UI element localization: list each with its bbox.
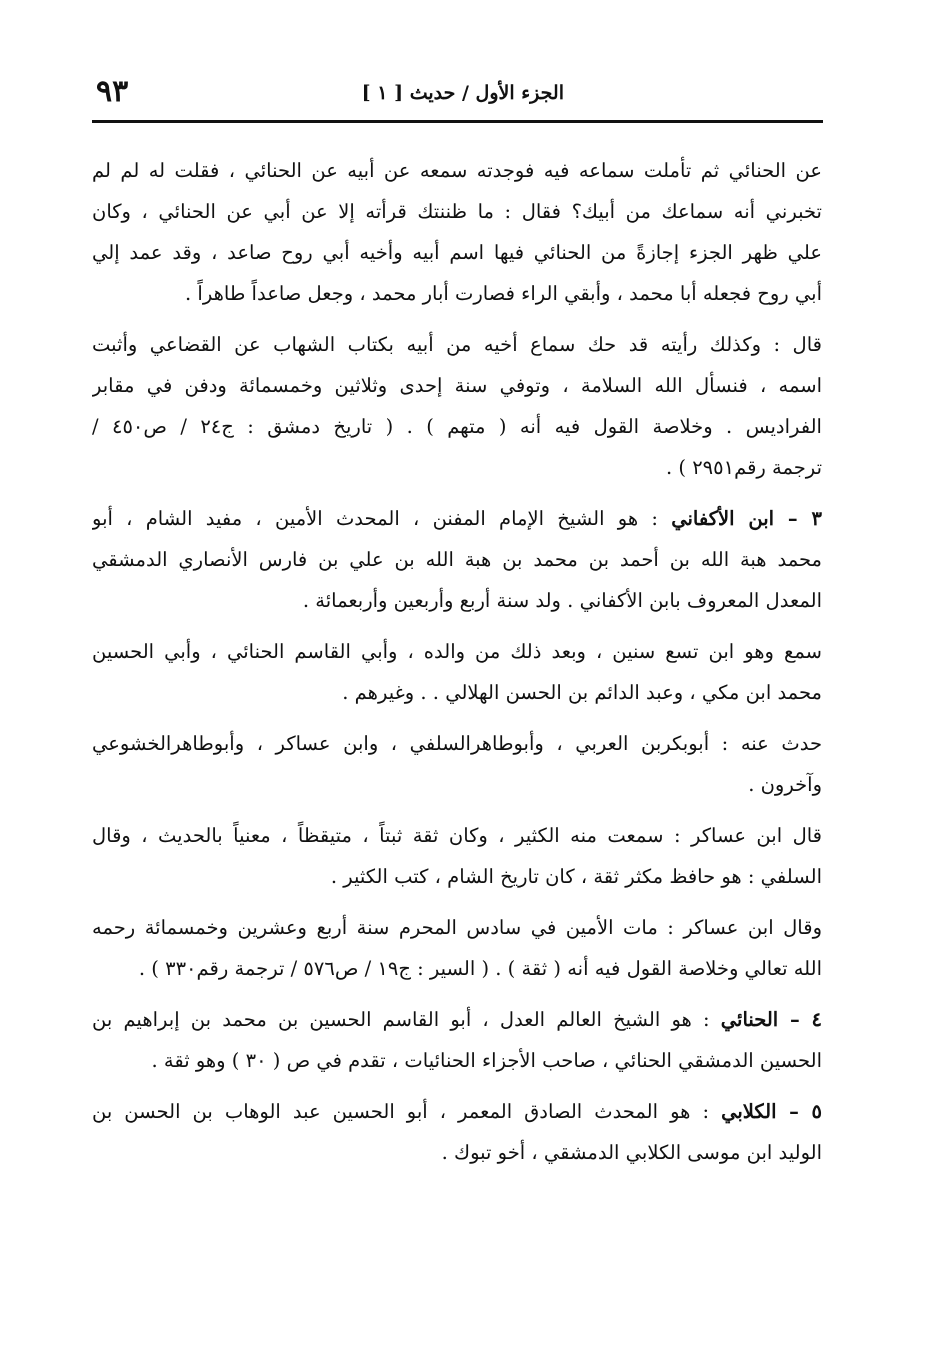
- paragraph-6: [92, 815, 822, 897]
- entry-text: : هو المحدث الصادق المعمر ، أبو الحسين عبد الوهاب بن الحسن بن: [92, 1100, 722, 1123]
- paragraph-2: [92, 324, 822, 488]
- text-line: الفراديس . وخلاصة القول فيه أنه ( متهم ) . ( تاريخ دمشق : ج٢٤ / ص٤٥٠ /: [92, 415, 822, 438]
- text-line: المعدل المعروف بابن الأكفاني . ولد سنة أربع وأربعين وأربعمائة .: [302, 589, 822, 612]
- header-rule: [92, 120, 823, 123]
- text-line: الوليد ابن موسى الكلابي الدمشقي ، أخو تبوك .: [441, 1141, 822, 1164]
- text-line: أبي روح فجعله أبا محمد ، وأبقي الراء فصارت أبار محمد ، وجعل صاعداً طاهراً .: [185, 282, 822, 305]
- entry-text: : هو الشيخ العالم العدل ، أبو القاسم الحسين بن محمد بن إبراهيم بن: [92, 1008, 721, 1031]
- text-line: وقال ابن عساكر : مات الأمين في سادس المحرم سنة أربع وعشرين وخمسمائة رحمه: [92, 916, 822, 939]
- text-line: [92, 1091, 822, 1132]
- paragraph-1: [92, 150, 822, 314]
- paragraph-7: [92, 907, 822, 989]
- text-line: اسمه ، فنسأل الله السلامة ، وتوفي سنة إحدى وثلاثين وخمسمائة ودفن في مقابر: [92, 374, 822, 397]
- paragraph-8: [92, 999, 822, 1081]
- text-line: [92, 498, 822, 539]
- text-line: عن الحنائي ثم تأملت سماعه فيه فوجدته سمعه عن أبيه عن الحنائي ، فقلت له لم لم: [92, 159, 822, 182]
- text-line: حدث عنه : أبوبكربن العربي ، وأبوطاهرالسلفي ، وابن عساكر ، وأبوطاهرالخشوعي: [92, 732, 822, 755]
- paragraph-9: [92, 1091, 822, 1173]
- entry-text: : هو الشيخ الإمام المفنن ، المحدث الأمين ، مفيد الشام ، أبو: [92, 507, 672, 530]
- text-line: سمع وهو ابن تسع سنين ، وبعد ذلك من والده ، وأبي القاسم الحنائي ، وأبي الحسين: [92, 640, 822, 663]
- entry-term: ٥ – الكلابي: [721, 1100, 822, 1123]
- text-line: علي ظهر الجزء إجازةً من الحنائي فيها اسم أبيه وأخيه أبي روح صاعد ، وقد عمد إلي: [92, 241, 822, 264]
- page-number: ٩٣: [96, 74, 129, 109]
- text-line: الحسين الدمشقي الحنائي ، صاحب الأجزاء الحنائيات ، تقدم في ص ( ٣٠ ) وهو ثقة .: [151, 1049, 822, 1072]
- text-line: محمد هبة الله بن أحمد بن محمد بن هبة الله بن علي بن فارس الأنصاري الدمشقي: [92, 548, 822, 571]
- page-header: [92, 74, 822, 118]
- paragraph-5: [92, 723, 822, 805]
- paragraph-4: [92, 631, 822, 713]
- text-line: قال : وكذلك رأيته قد حك سماع أخيه من أبيه بكتاب الشهاب عن القضاعي وأثبت: [92, 333, 822, 356]
- entry-term: ٤ – الحنائي: [720, 1008, 822, 1031]
- running-title: الجزء الأول / حديث [ ١ ]: [361, 82, 564, 104]
- text-line: وآخرون .: [748, 773, 822, 796]
- text-line: قال ابن عساكر : سمعت منه الكثير ، وكان ثقة ثبتاً ، متيقظاً ، معنياً بالحديث ، وقال: [92, 824, 822, 847]
- page-body: [92, 150, 822, 1183]
- text-line: الله تعالي وخلاصة القول فيه أنه ( ثقة ) . ( السير : ج١٩ / ص٥٧٦ / ترجمة رقم٣٣٠ ) .: [138, 957, 822, 980]
- entry-term: ٣ – ابن الأكفاني: [671, 507, 822, 530]
- text-line: السلفي : هو حافظ مكثر ثقة ، كان تاريخ الشام ، كتب الكثير .: [330, 865, 822, 888]
- paragraph-3: [92, 498, 822, 621]
- text-line: تخبرني أنه سماعك من أبيك؟ فقال : ما ظننتك قرأته إلا عن أبي عن الحنائي ، وكان: [92, 200, 822, 223]
- text-line: [92, 999, 822, 1040]
- text-line: محمد ابن مكي ، وعبد الدائم بن الحسن الهلالي . . وغيرهم .: [342, 681, 822, 704]
- text-line: ترجمة رقم٢٩٥١ ) .: [666, 456, 822, 479]
